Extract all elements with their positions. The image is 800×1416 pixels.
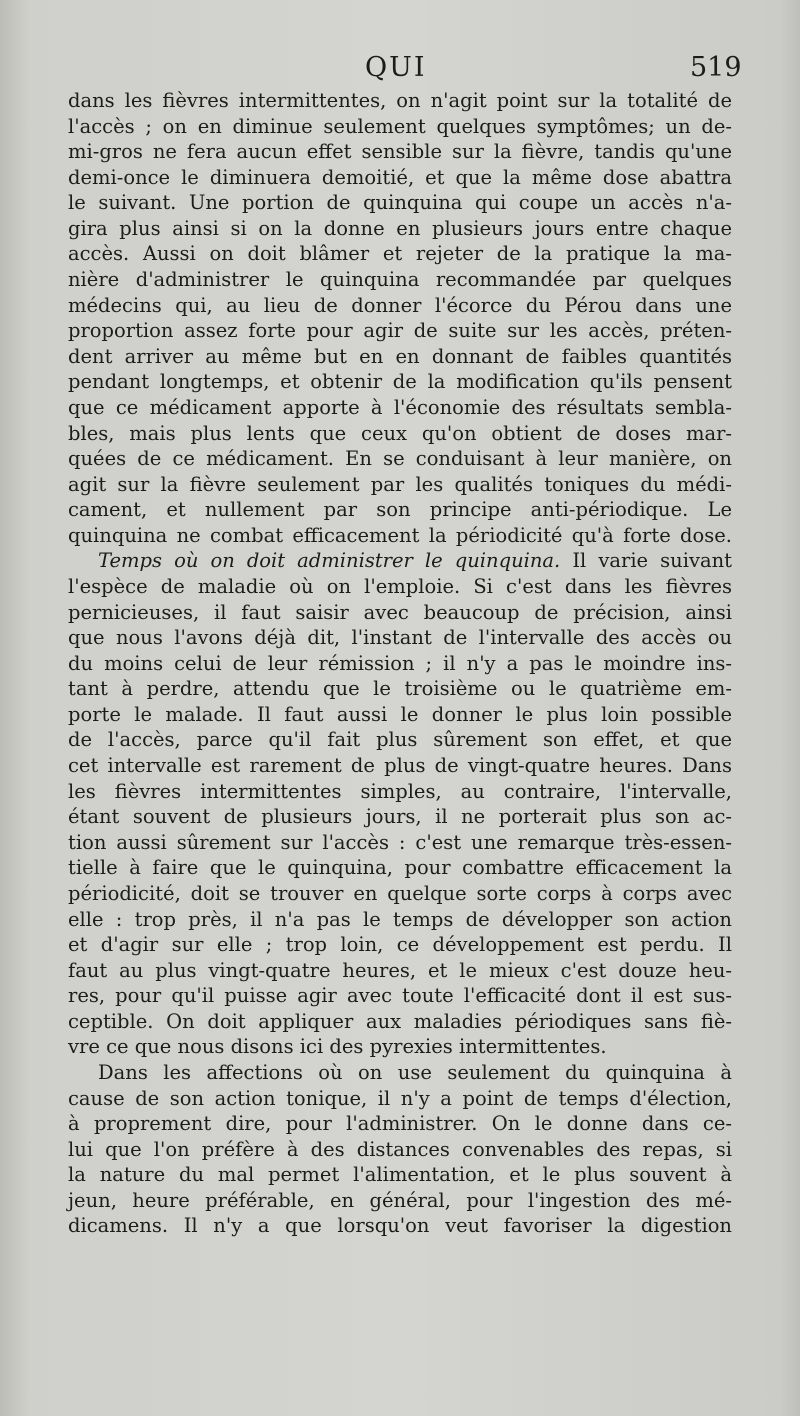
text-line: quinquina ne combat efficacement la périodicité qu'à forte dose. bbox=[68, 523, 732, 547]
text-span: Il varie suivant bbox=[572, 549, 733, 573]
text-line: et d'agir sur elle ; trop loin, ce développement est perdu. Il bbox=[68, 933, 732, 957]
text-line: le suivant. Une portion de quinquina qui coupe un accès n'a- bbox=[68, 191, 732, 215]
text-line: accès. Aussi on doit blâmer et rejeter de la pratique la ma- bbox=[68, 242, 732, 266]
page-number: 519 bbox=[690, 52, 742, 83]
text-line: les fièvres intermittentes simples, au contraire, l'intervalle, bbox=[68, 779, 732, 803]
text-line: vre ce que nous disons ici des pyrexies intermittentes. bbox=[68, 1035, 607, 1059]
section-heading: Temps où on doit administrer le quinquina. bbox=[98, 549, 561, 573]
text-line: agit sur la fièvre seulement par les qualités toniques du médi- bbox=[68, 472, 732, 496]
text-line: étant souvent de plusieurs jours, il ne porterait plus son ac- bbox=[68, 805, 732, 829]
text-line: ceptible. On doit appliquer aux maladies périodiques sans fiè- bbox=[68, 1009, 732, 1033]
text-line: Dans les affections où on use seulement du quinquina à bbox=[98, 1060, 732, 1084]
text-line: jeun, heure préférable, en général, pour l'ingestion des mé- bbox=[68, 1188, 732, 1212]
text-line: que ce médicament apporte à l'économie des résultats sembla- bbox=[68, 395, 732, 419]
text-line: à proprement dire, pour l'administrer. On le donne dans ce- bbox=[68, 1112, 732, 1136]
paragraph-heading-line bbox=[68, 548, 732, 574]
text-line: du moins celui de leur rémission ; il n'y a pas le moindre ins- bbox=[68, 651, 732, 675]
text-line: tielle à faire que le quinquina, pour combattre efficacement la bbox=[68, 856, 732, 880]
running-head: QUI bbox=[365, 52, 427, 83]
text-line: l'espèce de maladie où on l'emploie. Si c'est dans les fièvres bbox=[68, 574, 732, 598]
text-line: lui que l'on préfère à des distances convenables des repas, si bbox=[68, 1137, 732, 1161]
text-line: pendant longtemps, et obtenir de la modification qu'ils pensent bbox=[68, 370, 732, 394]
text-line: périodicité, doit se trouver en quelque sorte corps à corps avec bbox=[68, 881, 732, 905]
text-line: de l'accès, parce qu'il fait plus sûrement son effet, et que bbox=[68, 728, 732, 752]
text-line: elle : trop près, il n'a pas le temps de développer son action bbox=[68, 907, 732, 931]
text-line: proportion assez forte pour agir de suite sur les accès, préten- bbox=[68, 319, 732, 343]
text-line: demi-once le diminuera demoitié, et que la même dose abattra bbox=[68, 165, 732, 189]
text-line: cament, et nullement par son principe anti-périodique. Le bbox=[68, 498, 732, 522]
text-line: dent arriver au même but en en donnant de faibles quantités bbox=[68, 344, 732, 368]
text-line: mi-gros ne fera aucun effet sensible sur la fièvre, tandis qu'une bbox=[68, 140, 732, 164]
text-line: porte le malade. Il faut aussi le donner le plus loin possible bbox=[68, 702, 732, 726]
text-line: tion aussi sûrement sur l'accès : c'est une remarque très-essen- bbox=[68, 830, 732, 854]
text-line: dicamens. Il n'y a que lorsqu'on veut favoriser la digestion bbox=[68, 1214, 732, 1238]
text-line: l'accès ; on en diminue seulement quelques symptômes; un de- bbox=[68, 114, 732, 138]
text-line: que nous l'avons déjà dit, l'instant de l'intervalle des accès ou bbox=[68, 626, 732, 650]
text-line: dans les fièvres intermittentes, on n'agit point sur la totalité de bbox=[68, 89, 732, 112]
text-line: nière d'administrer le quinquina recommandée par quelques bbox=[68, 268, 732, 292]
text-block bbox=[68, 88, 732, 1239]
text-line: bles, mais plus lents que ceux qu'on obtient de doses mar- bbox=[68, 421, 732, 445]
text-line: cet intervalle est rarement de plus de vingt-quatre heures. Dans bbox=[68, 754, 732, 778]
page-header bbox=[0, 52, 800, 88]
text-line: res, pour qu'il puisse agir avec toute l'efficacité dont il est sus- bbox=[68, 984, 732, 1008]
text-line: tant à perdre, attendu que le troisième ou le quatrième em- bbox=[68, 677, 732, 701]
text-line: faut au plus vingt-quatre heures, et le mieux c'est douze heu- bbox=[68, 958, 732, 982]
text-line: cause de son action tonique, il n'y a point de temps d'élection, bbox=[68, 1086, 732, 1110]
text-line: quées de ce médicament. En se conduisant à leur manière, on bbox=[68, 447, 732, 471]
text-line: pernicieuses, il faut saisir avec beaucoup de précision, ainsi bbox=[68, 600, 732, 624]
text-line: médecins qui, au lieu de donner l'écorce du Pérou dans une bbox=[68, 293, 732, 317]
text-line: gira plus ainsi si on la donne en plusieurs jours entre chaque bbox=[68, 216, 732, 240]
text-line: la nature du mal permet l'alimentation, et le plus souvent à bbox=[68, 1163, 732, 1187]
